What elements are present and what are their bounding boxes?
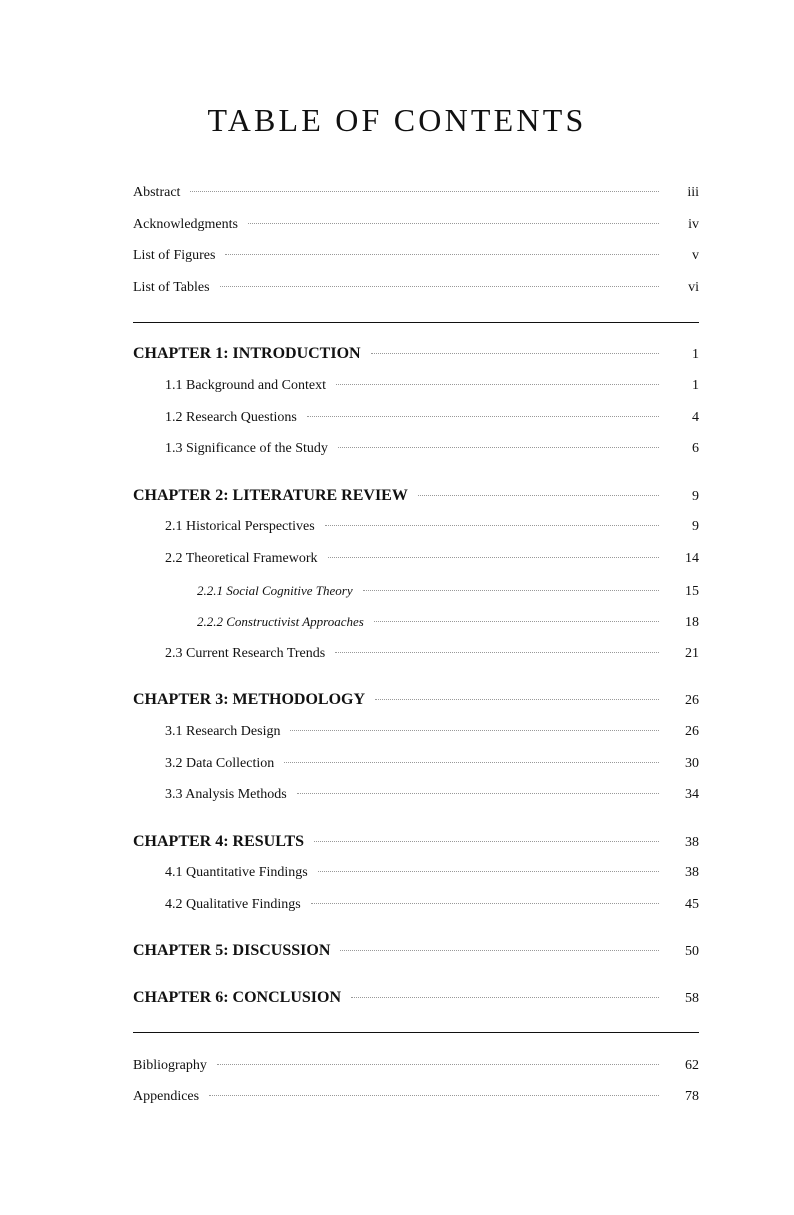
toc-section-entry[interactable]: [133, 779, 699, 811]
entry-label: CHAPTER 6: CONCLUSION: [133, 989, 342, 1007]
toc-section-entry[interactable]: [133, 511, 699, 543]
entry-label: 2.2.1 Social Cognitive Theory: [197, 582, 353, 598]
dot-leader: [371, 353, 659, 354]
page-number: vi: [688, 279, 699, 295]
dot-leader: [336, 384, 659, 385]
entry-label: Acknowledgments: [133, 216, 238, 232]
front-matter-list: [133, 177, 699, 303]
entry-label: 4.1 Quantitative Findings: [165, 865, 308, 881]
toc-section-entry[interactable]: [133, 543, 699, 575]
entry-label: CHAPTER 1: INTRODUCTION: [133, 345, 361, 363]
entry-label: 3.1 Research Design: [165, 723, 281, 739]
page-number: 78: [685, 1089, 699, 1105]
toc-section-entry[interactable]: [133, 889, 699, 921]
page-number: 15: [685, 583, 699, 599]
divider: [133, 1032, 699, 1033]
dot-leader: [314, 841, 659, 842]
entry-label: List of Tables: [133, 279, 210, 295]
page-number: 21: [685, 645, 699, 661]
page-number: 14: [685, 550, 699, 566]
entry-label: 2.3 Current Research Trends: [165, 645, 326, 661]
page-number: 9: [692, 519, 699, 535]
toc-chapter-entry[interactable]: [133, 338, 699, 370]
dot-leader: [297, 793, 659, 794]
page-number: iii: [687, 185, 699, 200]
toc-section-entry[interactable]: [133, 716, 699, 748]
back-matter-list: [133, 1050, 699, 1113]
entry-label: 4.2 Qualitative Findings: [165, 896, 301, 912]
toc-subsection-entry[interactable]: [133, 575, 699, 607]
dot-leader: [225, 254, 659, 255]
dot-leader: [290, 730, 659, 731]
entry-label: 2.2 Theoretical Framework: [165, 550, 318, 566]
page-number: 9: [692, 488, 699, 504]
page-number: 26: [685, 723, 699, 739]
toc-section-entry[interactable]: [133, 370, 699, 402]
toc-page: [133, 0, 699, 1113]
dot-leader: [338, 447, 659, 448]
toc-entry[interactable]: [133, 209, 699, 241]
entry-label: CHAPTER 4: RESULTS: [133, 832, 305, 850]
page-number: 50: [685, 944, 699, 960]
page-number: 26: [685, 693, 699, 709]
dot-leader: [363, 590, 659, 591]
page-number: 58: [685, 991, 699, 1007]
page-number: iv: [688, 216, 699, 232]
dot-leader: [328, 557, 659, 558]
chapters-list: [133, 338, 699, 1013]
entry-label: 1.2 Research Questions: [165, 409, 297, 425]
toc-entry[interactable]: [133, 272, 699, 304]
toc-section-entry[interactable]: [133, 433, 699, 465]
toc-section-entry[interactable]: [133, 857, 699, 889]
dot-leader: [307, 416, 659, 417]
toc-chapter-entry[interactable]: [133, 480, 699, 512]
dot-leader: [325, 525, 659, 526]
toc-section-entry[interactable]: [133, 638, 699, 670]
toc-entry[interactable]: [133, 240, 699, 272]
divider: [133, 322, 699, 323]
page-number: 4: [692, 409, 699, 425]
toc-section-entry[interactable]: [133, 748, 699, 780]
toc-entry[interactable]: [133, 1050, 699, 1082]
toc-chapter-entry[interactable]: [133, 935, 699, 967]
entry-label: CHAPTER 2: LITERATURE REVIEW: [133, 486, 408, 504]
dot-leader: [284, 762, 659, 763]
entry-label: CHAPTER 3: METHODOLOGY: [133, 691, 366, 709]
entry-label: 3.3 Analysis Methods: [165, 787, 287, 803]
dot-leader: [248, 223, 659, 224]
toc-chapter-entry[interactable]: [133, 982, 699, 1014]
toc-entry[interactable]: [133, 177, 699, 209]
toc-chapter-entry[interactable]: [133, 826, 699, 858]
toc-section-entry[interactable]: [133, 402, 699, 434]
dot-leader: [418, 495, 659, 496]
page-number: 38: [685, 834, 699, 850]
dot-leader: [318, 871, 659, 872]
toc-subsection-entry[interactable]: [133, 606, 699, 638]
entry-label: Bibliography: [133, 1057, 207, 1073]
entry-label: Abstract: [133, 185, 181, 200]
dot-leader: [335, 652, 659, 653]
entry-label: List of Figures: [133, 248, 216, 264]
page-number: 34: [685, 787, 699, 803]
dot-leader: [217, 1064, 659, 1065]
page-number: 38: [685, 865, 699, 881]
page-number: 18: [685, 615, 699, 631]
page-number: v: [692, 248, 699, 264]
dot-leader: [311, 903, 659, 904]
page-title: TABLE OF CONTENTS: [207, 102, 587, 138]
dot-leader: [375, 699, 659, 700]
page-number: 1: [692, 347, 699, 363]
entry-label: 1.1 Background and Context: [165, 377, 326, 393]
dot-leader: [351, 997, 659, 998]
dot-leader: [190, 191, 659, 192]
page-number: 6: [692, 441, 699, 457]
toc-chapter-entry[interactable]: [133, 684, 699, 716]
toc-entry[interactable]: [133, 1081, 699, 1113]
dot-leader: [374, 621, 659, 622]
dot-leader: [340, 950, 659, 951]
entry-label: CHAPTER 5: DISCUSSION: [133, 942, 331, 960]
page-number: 45: [685, 896, 699, 912]
page-number: 62: [685, 1057, 699, 1073]
entry-label: 2.2.2 Constructivist Approaches: [197, 614, 364, 630]
entry-label: 2.1 Historical Perspectives: [165, 519, 315, 535]
entry-label: 3.2 Data Collection: [165, 755, 275, 771]
entry-label: 1.3 Significance of the Study: [165, 441, 328, 457]
page-number: 30: [685, 755, 699, 771]
page-number: 1: [692, 377, 699, 393]
dot-leader: [220, 286, 659, 287]
entry-label: Appendices: [133, 1089, 200, 1105]
dot-leader: [209, 1095, 659, 1096]
